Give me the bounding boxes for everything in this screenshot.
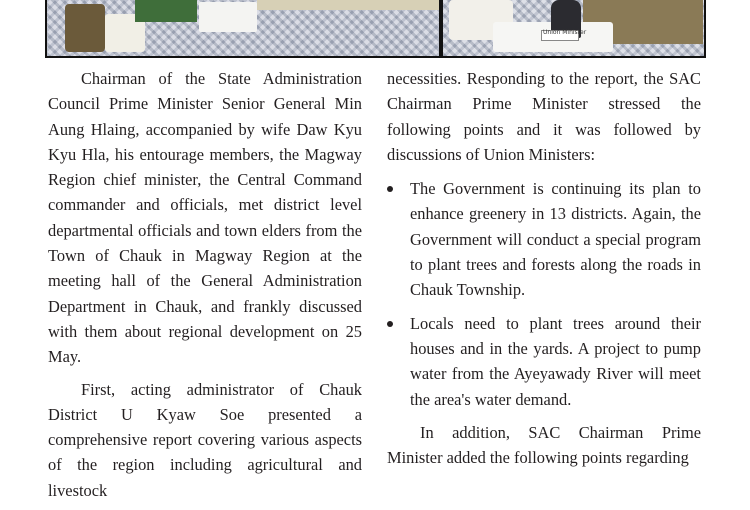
article-paragraph: Chairman of the State Administration Council Prime Minister Senior General Min Aung Hlaing, accompanied by wife Daw Kyu Kyu Hla, his entourage members, the Magway Region chief minister, the Central Command commander and officials, met district level departmental officials and town elders from the Town of Chauk in Magway Region at the meeting hall of the General Administration Department in Chauk, and frankly discussed with them about regional development on 25 May. <box>48 69 362 367</box>
wall-shape <box>257 0 439 10</box>
bullet-item <box>387 311 701 412</box>
article-left-column <box>48 66 362 510</box>
attendee-shape <box>135 0 197 22</box>
bullet-text: Locals need to plant trees around their houses and in the yards. A project to pump water from the Ayeyawady River will meet the area's water demand. <box>410 313 701 409</box>
officials-table-photo <box>443 0 704 56</box>
nameplate-text: Union Minister <box>543 29 587 36</box>
bullet-text: The Government is continuing its plan to enhance greenery in 13 districts. Again, the Government will conduct a special program to plant trees and forests along the roads in Chauk Township. <box>410 179 701 300</box>
chair-shape <box>65 4 105 52</box>
article-paragraph: necessities. Responding to the report, the SAC Chairman Prime Minister stressed the following points and it was followed by discussions of Union Ministers: <box>387 69 701 164</box>
article-right-column <box>387 66 701 477</box>
table-shape <box>199 2 257 32</box>
article-paragraph: First, acting administrator of Chauk District U Kyaw Soe presented a comprehensive report covering various aspects of the region including agricultural and livestock <box>48 379 362 500</box>
bullet-icon <box>387 321 393 327</box>
bullet-icon <box>387 186 393 192</box>
article-paragraph: In addition, SAC Chairman Prime Minister added the following points regarding <box>387 422 701 468</box>
meeting-hall-photo <box>47 0 439 56</box>
photo-strip <box>45 0 706 58</box>
bullet-list <box>387 176 701 412</box>
bullet-item <box>387 176 701 302</box>
